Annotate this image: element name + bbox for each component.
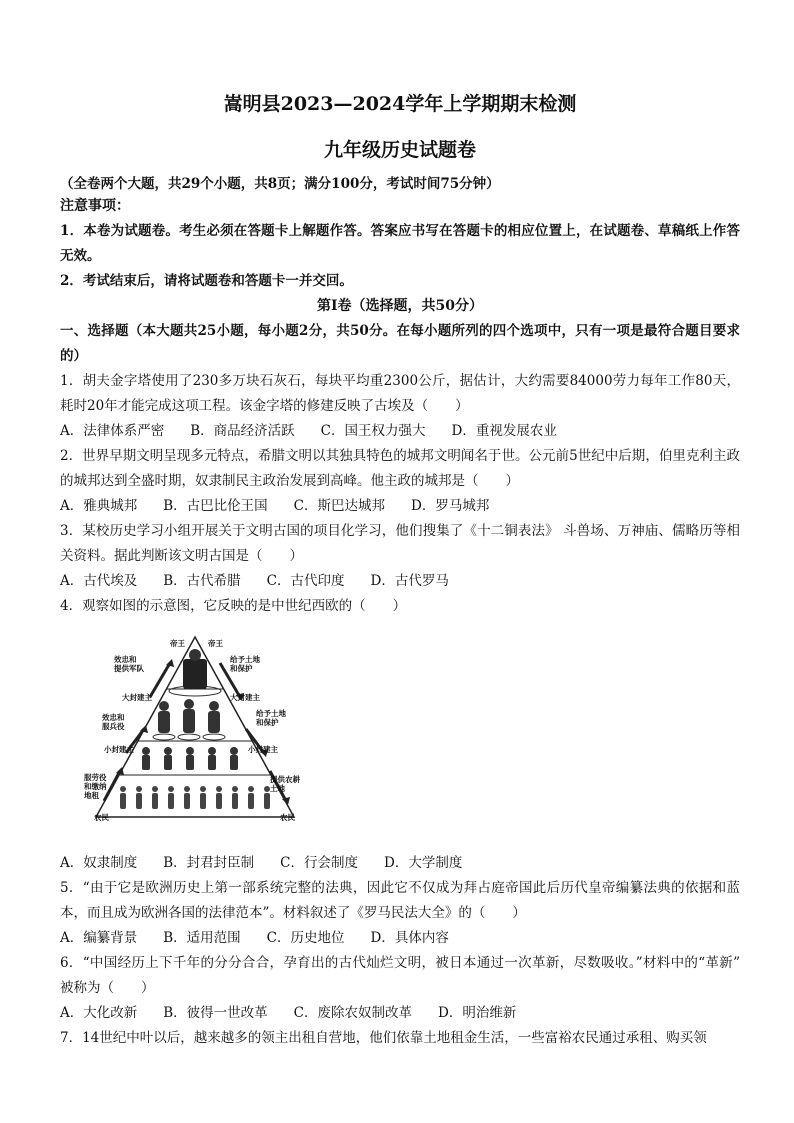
feudal-pyramid-figure [80, 633, 310, 845]
small-lord-figures [142, 747, 238, 770]
option-c: C．斯巴达城邦 [293, 498, 386, 514]
label-right-mid: 给予土地 和保护 [256, 709, 286, 727]
question-text: 1．胡夫金字塔使用了230多万块石灰石，每块平均重2300公斤，据估计，大约需要84000劳力每年工作80天，耗时20年才能完成这项工程。该金字塔的修建反映了古埃及（ ） [60, 373, 740, 414]
label-left-top: 效忠和 提供军队 [114, 655, 144, 673]
option-c: C．历史地位 [266, 930, 345, 946]
peasant-figures [120, 786, 270, 809]
notice-item: 1．本卷为试题卷。考生必须在答题卡上解题作答。答案应书写在答题卡的相应位置上，在试题卷、草稿纸上作答无效。 [60, 223, 740, 264]
option-c: C．行会制度 [280, 855, 359, 871]
option-c: C．国王权力强大 [320, 423, 426, 439]
question-text: 4．观察如图的示意图，它反映的是中世纪西欧的（ ） [60, 598, 407, 614]
option-c: C．废除农奴制改革 [293, 1005, 413, 1021]
exam-page [60, 90, 740, 1051]
label-king-left: 帝王 [170, 639, 185, 648]
option-a: A．法律体系严密 [60, 423, 165, 439]
exam-info: （全卷两个大题，共29个小题，共8页；满分100分，考试时间75分钟） [60, 176, 500, 192]
label-right-bottom: 提供农耕 土地 [270, 775, 300, 793]
label-big-lord-left: 大封建主 [122, 693, 152, 702]
label-peasant-left: 农民 [94, 813, 109, 822]
question-options [60, 851, 740, 876]
option-a: A．大化改新 [60, 1005, 138, 1021]
question-options [60, 926, 740, 951]
label-small-lord-right: 小封建主 [248, 745, 278, 754]
option-d: D．重视发展农业 [451, 423, 557, 439]
option-a: A．古代埃及 [60, 573, 138, 589]
question-options [60, 1001, 740, 1026]
big-lord-figures [153, 699, 225, 740]
question-options [60, 494, 740, 519]
exam-subtitle: 九年级历史试题卷 [323, 139, 476, 161]
option-b: B．封君封臣制 [163, 855, 255, 871]
notice-heading: 注意事项： [60, 198, 130, 214]
option-b: B．古代希腊 [163, 573, 241, 589]
option-a: A．雅典城邦 [60, 498, 138, 514]
question-text: 5．“由于它是欧洲历史上第一部系统完整的法典，因此它不仅成为拜占庭帝国此后历代皇帝编纂法典的依据和蓝本，而且成为欧洲各国的法律范本”。材料叙述了《罗马民法大全》的（ ） [60, 880, 740, 921]
question-options [60, 419, 740, 444]
label-left-mid: 效忠和 服兵役 [102, 713, 125, 731]
question-text: 3．某校历史学习小组开展关于文明古国的项目化学习，他们搜集了《十二铜表法》 斗兽场、万神庙、儒略历等相关资料。据此判断该文明古国是（ ） [60, 523, 740, 564]
option-b: B．古巴比伦王国 [163, 498, 268, 514]
question-text: 7．14世纪中叶以后，越来越多的领主出租自营地，他们依靠土地租金生活，一些富裕农民通过承租、购买领 [60, 1030, 707, 1046]
exam-title: 嵩明县2023—2024学年上学期期末检测 [223, 93, 577, 115]
label-left-bottom: 服劳役 和缴纳 地租 [84, 773, 107, 800]
option-d: D．明治维新 [438, 1005, 517, 1021]
question-text: 6．“中国经历上下千年的分分合合，孕育出的古代灿烂文明，被日本通过一次革新，尽数吸收。”材料中的“革新” 被称为（ ） [60, 955, 740, 996]
option-d: D．具体内容 [370, 930, 449, 946]
label-right-top: 给予土地 和保护 [230, 655, 260, 673]
option-a: A．编纂背景 [60, 930, 138, 946]
notice-item: 2．考试结束后，请将试题卷和答题卡一并交回。 [60, 273, 353, 289]
option-d: D．古代罗马 [370, 573, 449, 589]
section-instruction: 一、选择题（本大题共25小题，每小题2分，共50分。在每小题所列的四个选项中，只有一项是最符合题目要求的） [60, 323, 740, 364]
option-d: D．罗马城邦 [411, 498, 490, 514]
label-small-lord-left: 小封建主 [104, 745, 134, 754]
section-title: 第Ⅰ卷（选择题，共50分） [316, 298, 484, 314]
option-a: A．奴隶制度 [60, 855, 138, 871]
option-b: B．商品经济活跃 [190, 423, 295, 439]
option-d: D．大学制度 [384, 855, 463, 871]
option-c: C．古代印度 [266, 573, 345, 589]
label-big-lord-right: 大封建主 [230, 693, 260, 702]
label-king-right: 帝王 [208, 639, 223, 648]
option-b: B．彼得一世改革 [163, 1005, 268, 1021]
label-peasant-right: 农民 [280, 813, 295, 822]
option-b: B．适用范围 [163, 930, 241, 946]
question-text: 2．世界早期文明呈现多元特点，希腊文明以其独具特色的城邦文明闻名于世。公元前5世纪中后期，伯里克利主政的城邦达到全盛时期，奴隶制民主政治发展到高峰。他主政的城邦是（ ） [60, 448, 740, 489]
question-options [60, 569, 740, 594]
